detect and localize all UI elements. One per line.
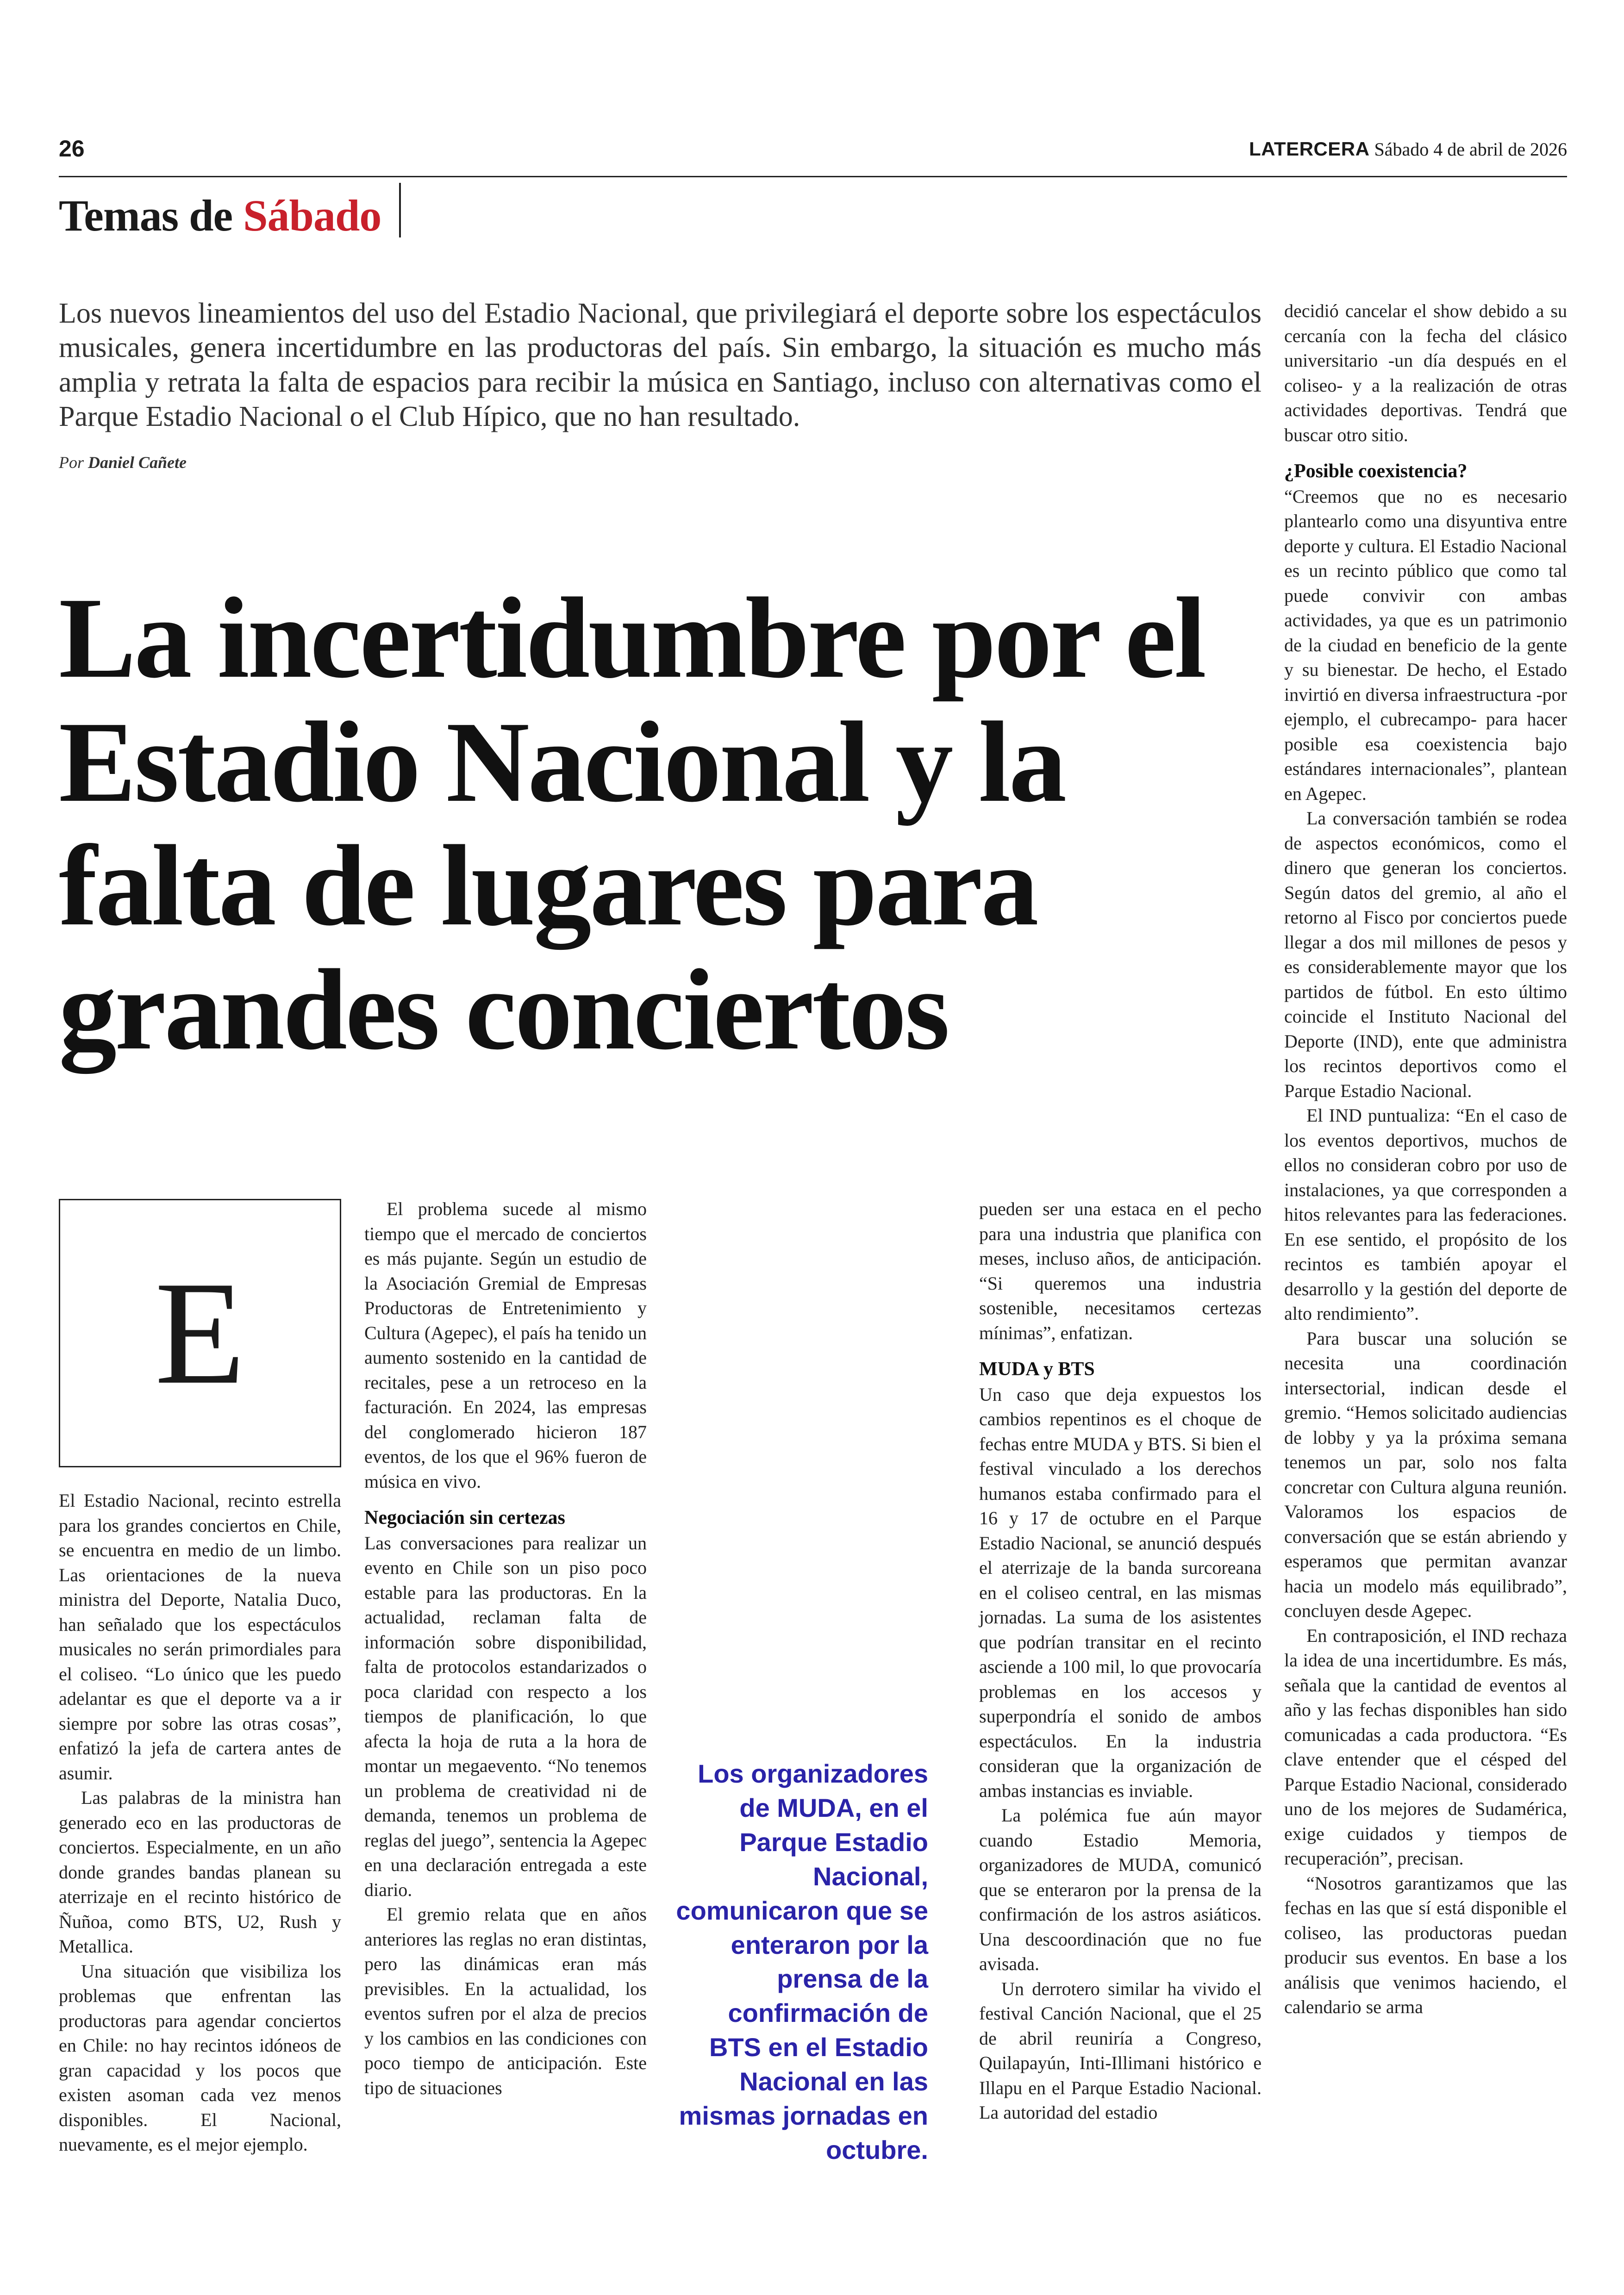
paragraph: El problema sucede al mismo tiempo que el mercado de conciertos es más pujante. Según un estudio de la Asociación Gremial de Empresas Productoras de Entretenimiento y Cultura (Agepec), el país ha tenido un aumento sostenido en la cantidad de recitales, pese a un retroceso en la facturación. En 2024, las empresas del conglomerado hicieron 187 eventos, de los que el 96% fueron de música en vivo. xyxy=(364,1198,647,1492)
subheading: Negociación sin certezas xyxy=(364,1507,565,1528)
paragraph: La polémica fue aún mayor cuando Estadio Memoria, organizadores de MUDA, comunicó que se enteraron por la prensa de la confirmación de los astros asiáticos. Una descoordinación que no fue avisada. xyxy=(979,1805,1262,1974)
article-headline: La incertidumbre por el Estadio Nacional y la falta de lugares para grandes conciertos xyxy=(59,574,1205,1074)
paragraph: pueden ser una estaca en el pecho para una industria que planifica con meses, incluso años, de anticipación. “Si queremos una industria sostenible, necesitamos certezas mínimas”, enfatizan. xyxy=(979,1198,1262,1343)
section-divider xyxy=(399,183,401,237)
paragraph: Una situación que visibiliza los problemas que enfrentan las productoras para agendar conciertos en Chile: no hay recintos idóneos de gran capacidad y los pocos que existen asoman cada vez menos disponibles. El Nacional, nuevamente, es el mejor ejemplo. xyxy=(59,1960,341,2155)
paragraph: “Nosotros garantizamos que las fechas en las que sí está disponible el coliseo, las productoras puedan producir sus eventos. En base a los análisis que venimos haciendo, el calendario se arma xyxy=(1284,1872,1567,2017)
section-title xyxy=(59,190,381,241)
paragraph: En contraposición, el IND rechaza la idea de una incertidumbre. Es más, señala que la cantidad de eventos al año y las fechas disponibles han sido comunicadas a cada productora. “Es clave entender que el césped del Parque Estadio Nacional, considerado uno de los mejores de Sudamérica, exige cuidados y tiempos de recuperación”, precisan. xyxy=(1284,1625,1567,1869)
dropcap-box xyxy=(59,1199,341,1467)
subheading: MUDA y BTS xyxy=(979,1359,1095,1380)
byline xyxy=(59,453,187,472)
pull-quote: Los organizadores de MUDA, en el Parque Estadio Nacional, comunicaron que se enteraron por la prensa de la confirmación de BTS en el Estadio Nacional en las mismas jornadas en octubre. xyxy=(676,1759,928,2164)
subheading: ¿Posible coexistencia? xyxy=(1284,461,1468,482)
paragraph: Las palabras de la ministra han generado eco en las productoras de conciertos. Especialmente, en un año donde grandes bandas planean su aterrizaje en el recinto histórico de Ñuñoa, como BTS, U2, Rush y Metallica. xyxy=(59,1787,341,1957)
paragraph: “Creemos que no es necesario plantearlo como una disyuntiva entre deporte y cultura. El Estadio Nacional es un recinto público que como tal puede convivir con ambas actividades, ya que es un patrimonio de la ciudad en beneficio de la gente y su bienestar. De hecho, el Estado invirtió en diversa infraestructura -por ejemplo, el cubrecampo- para hacer posible esa coexistencia bajo estándares internacionales”, plantean en Agepec. xyxy=(1284,486,1567,804)
page-number: 26 xyxy=(59,136,85,162)
article-lead: Los nuevos lineamientos del uso del Estadio Nacional, que privilegiará el deporte sobre los espectáculos musicales, genera incertidumbre en las productoras del país. Sin embargo, la situación es mucho más amplia y retrata la falta de espacios para recibir la música en Santiago, incluso con alternativas como el Parque Estadio Nacional o el Club Hípico, que no han resultado. xyxy=(59,298,1262,433)
dropcap-letter: E xyxy=(155,1251,245,1415)
paragraph: Un caso que deja expuestos los cambios repentinos es el choque de fechas entre MUDA y BTS. Si bien el festival vinculado a los derechos humanos estaba confirmado para el 16 y 17 de octubre en el Parque Estadio Nacional, se anunció después el aterrizaje de la banda surcoreana en el coliseo central, en las mismas jornadas. La suma de los asistentes que podrían transitar en el recinto asciende a 100 mil, lo que provocaría problemas en los accesos y superpondría el sonido de ambos espectáculos. En la industria consideran que la organización de ambas instancias es inviable. xyxy=(979,1384,1262,1801)
paragraph: El Estadio Nacional, recinto estrella para los grandes conciertos en Chile, se encuentra en medio de un limbo. Las orientaciones de la nueva ministra del Deporte, Natalia Duco, han señalado que los espectáculos musicales no serán primordiales para el coliseo. “Lo único que les puedo adelantar es que el deporte va a ir siempre por sobre las otras cosas”, enfatizó la jefa de cartera antes de asumir. xyxy=(59,1490,341,1784)
article-column-1 xyxy=(59,1488,341,2157)
newspaper-brand: LATERCERA xyxy=(1249,138,1370,160)
section-title-part-2: Sábado xyxy=(243,191,381,240)
masthead xyxy=(1249,138,1567,160)
paragraph: Para buscar una solución se necesita una coordinación intersectorial, indican desde el gremio. “Hemos solicitado audiencias de lobby y ya la próxima semana tenemos un par, solo nos falta concretar con Cultura alguna reunión. Valoramos los espacios de conversación que se están abriendo y esperamos que permitan avanzar hacia un modelo más equilibrado”, concluyen desde Agepec. xyxy=(1284,1328,1567,1621)
issue-date: Sábado 4 de abril de 2026 xyxy=(1374,139,1567,160)
paragraph: El gremio relata que en años anteriores las reglas no eran distintas, pero las dinámicas eran más previsibles. En la actualidad, los eventos sufren por el alza de precios y los cambios en las condiciones con poco tiempo de anticipación. Este tipo de situaciones xyxy=(364,1904,647,2098)
paragraph: decidió cancelar el show debido a su cercanía con la fecha del clásico universitario -un día después en el coliseo- y a la realización de otras actividades deportivas. Tendrá que buscar otro sitio. xyxy=(1284,300,1567,445)
paragraph: Las conversaciones para realizar un evento en Chile son un piso poco estable para las productoras. En la actualidad, reclaman falta de información sobre disponibilidad, falta de protocolos estandarizados o poca claridad con respecto a los tiempos de planificación, lo que afecta la hoja de ruta a la hora de montar un megaevento. “No tenemos un problema de creatividad ni de demanda, tenemos un problema de reglas del juego”, sentencia la Agepec en una declaración entregada a este diario. xyxy=(364,1532,647,1900)
byline-author: Daniel Cañete xyxy=(88,453,187,472)
article-column-4 xyxy=(1284,299,1567,2020)
article-column-3 xyxy=(979,1197,1262,2125)
section-title-part-1: Temas de xyxy=(59,191,244,240)
article-column-2 xyxy=(364,1197,647,2100)
header-rule xyxy=(59,176,1567,177)
paragraph: La conversación también se rodea de aspectos económicos, como el dinero que generan los conciertos. Según datos del gremio, al año el retorno al Fisco por conciertos puede llegar a dos mil millones de pesos y es considerablemente mayor que los partidos de fútbol. En esto último coincide el Instituto Nacional del Deporte (IND), ente que administra los recintos deportivos como el Parque Estadio Nacional. xyxy=(1284,808,1567,1101)
byline-prefix: Por xyxy=(59,453,84,472)
paragraph: Un derrotero similar ha vivido el festival Canción Nacional, que el 25 de abril reuniría a Congreso, Quilapayún, Inti-Illimani histórico e Illapu en el Parque Estadio Nacional. La autoridad del estadio xyxy=(979,1978,1262,2123)
paragraph: El IND puntualiza: “En el caso de los eventos deportivos, muchos de ellos no consideran cobro por uso de instalaciones, ya que corresponden a hitos relevantes para las federaciones. En ese sentido, el propósito de los recintos es también apoyar el desarrollo y la gestión del deporte de alto rendimiento”. xyxy=(1284,1105,1567,1324)
